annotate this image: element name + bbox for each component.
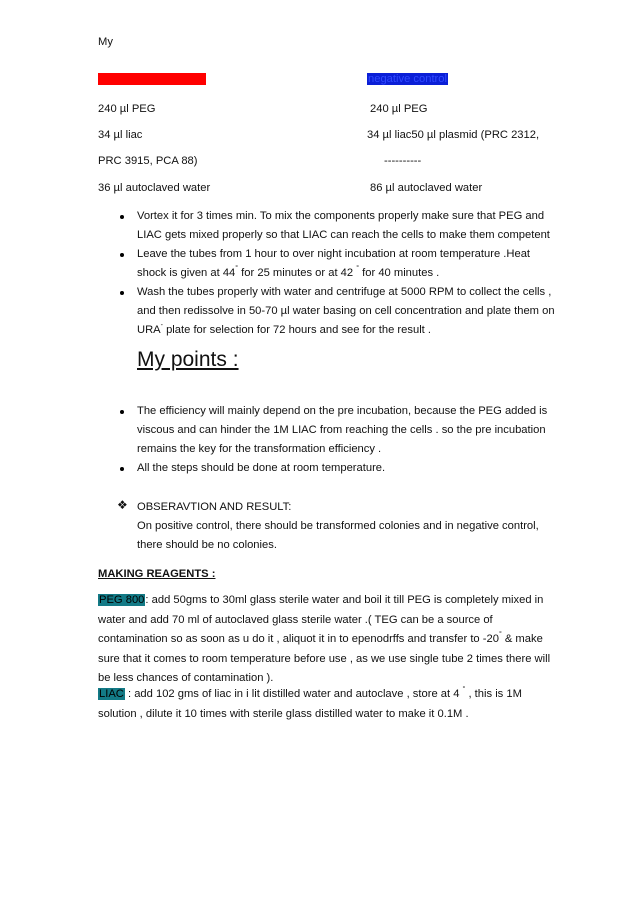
negative-control-label [367,73,448,85]
making-reagents-title: MAKING REAGENTS : [98,568,216,580]
peg-line-1 [98,591,550,611]
observation-line-1: On positive control, there should be transformed colonies and in negative control, [137,520,539,532]
peg-line-2: water and add 70 ml of autoclaved glass sterile water .( TEG can be a source of [98,613,493,626]
procedure-bullet-2-line-1: Leave the tubes from 1 hour to over night incubation at room temperature .Heat [137,248,531,260]
bullet-icon [120,410,124,414]
page-header: My [98,36,113,48]
my-points-heading: My points : [137,348,239,371]
peg-line-5: be less chances of contamination ). [98,672,274,684]
procedure-bullet-3 [137,283,555,340]
points-bullet-1-line-2: viscous and can hinder the 1M LIAC from reaching the cells . so the pre incubation [137,424,546,436]
positive-line-2: 34 µl liac [98,129,143,141]
text-segment: for 25 minutes or at 42 [238,267,357,279]
observation-block [137,498,539,555]
degree-sup: ° [235,265,239,272]
text-segment: : add 50gms to 30ml glass sterile water and boil it till PEG is completely mixed in [145,594,544,606]
degree-sup: ° [462,686,466,693]
peg-label: PEG 800 [99,594,145,606]
diamond-bullet-icon: ❖ [117,498,128,512]
text-segment: URA [137,324,161,336]
procedure-bullet-3-line-3 [137,321,555,340]
liac-label: LIAC [99,688,124,700]
text-segment: & make [501,633,543,645]
text-segment: shock is given at 44 [137,267,236,279]
positive-line-1: 240 µl PEG [98,103,156,115]
peg-line-4: sure that it comes to room temperature before use , as we use single tube 2 times there will [98,652,551,665]
observation-line-2: there should be no colonies. [137,539,277,551]
procedure-bullet-3-line-1: Wash the tubes properly with water and centrifuge at 5000 RPM to collect the cells , [137,286,552,298]
liac-line-1 [98,685,522,705]
degree-sup: ° [498,631,502,638]
points-bullet-1-line-3: remains the key for the transformation efficiency . [137,443,382,455]
bullet-icon [120,253,124,257]
negative-control-highlight: negative control [368,73,447,85]
bullet-icon [120,467,124,471]
negative-line-4: 86 µl autoclaved water [370,182,483,194]
minus-sup: - [160,322,163,329]
procedure-bullet-1-line-1: Vortex it for 3 times min. To mix the components properly make sure that PEG and [137,210,545,222]
negative-line-2: 34 µl liac50 µl plasmid (PRC 2312, [367,129,540,141]
procedure-bullet-2-line-2 [137,264,530,283]
procedure-bullet-3-line-2: and then redissolve in 50-70 µl water basing on cell concentration and plate them on [137,305,555,317]
text-segment: contamination so as soon as u do it , aliquot it in to epenodrffs and transfer to -20 [98,633,499,645]
procedure-bullet-2 [137,245,530,283]
positive-control-highlight: POSTIVE CONTROL [99,73,206,85]
points-bullet-1 [137,402,547,459]
positive-line-3: PRC 3915, PCA 88) [98,155,198,167]
points-bullet-2-line-1: All the steps should be done at room temperature. [137,462,386,474]
observation-title: OBSERAVTION AND RESULT: [137,501,292,513]
points-bullet-2 [137,459,385,478]
text-segment: plate for selection for 72 hours and see for the result . [162,324,431,336]
text-segment: , this is 1M [465,688,522,700]
positive-control-label [98,73,206,85]
degree-sup: ° [356,265,360,272]
peg-line-3 [98,630,550,650]
negative-line-1: 240 µl PEG [370,103,428,115]
peg-paragraph [98,591,550,689]
liac-paragraph [98,685,522,724]
text-segment: for 40 minutes . [359,267,440,279]
procedure-bullet-1-line-2: LIAC gets mixed properly so that LIAC can reach the cells to make them competent [137,229,550,241]
bullet-icon [120,291,124,295]
liac-line-2: solution , dilute it 10 times with sterile glass distilled water to make it 0.1M . [98,707,469,720]
positive-line-4: 36 µl autoclaved water [98,182,211,194]
text-segment: : add 102 gms of liac in i lit distilled water and autoclave , store at 4 [124,688,463,700]
procedure-bullet-1 [137,207,550,245]
bullet-icon [120,215,124,219]
negative-line-3: ---------- [384,155,422,167]
points-bullet-1-line-1: The efficiency will mainly depend on the pre incubation, because the PEG added is [137,405,548,417]
